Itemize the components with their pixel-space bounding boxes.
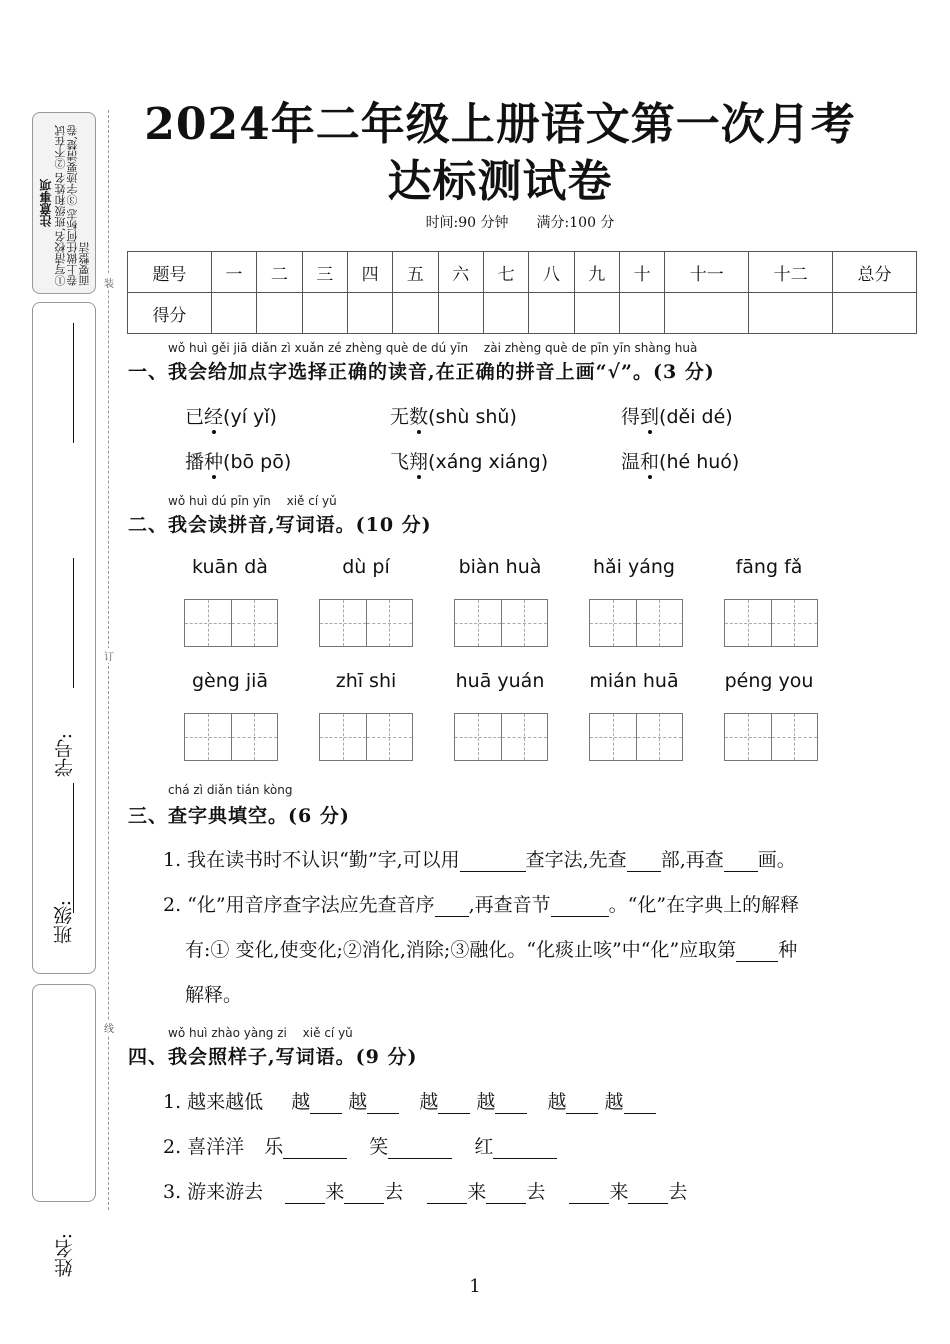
answer-blank[interactable] [486,1181,526,1204]
s2-pinyin-word: péng you [724,670,814,692]
name-label: 姓名: [54,1233,76,1278]
s4-heading: 四、我会照样子,写词语。(9 分) [128,1046,418,1068]
answer-blank[interactable] [344,1181,384,1204]
table-cell: 九 [574,252,619,293]
char: 温 [621,451,641,473]
q-label: 1. 越来越低 [163,1091,264,1113]
answer-blank[interactable] [566,1091,598,1114]
name-line[interactable] [73,558,74,688]
q-char: 红 [474,1136,494,1158]
table-cell: 题号 [128,252,212,293]
notice-label: 注意事项 [39,179,53,228]
s4-question-3 [163,1177,687,1204]
q-char: 越 [348,1091,368,1113]
writing-grid[interactable] [454,713,548,761]
score-cell[interactable] [665,293,749,334]
table-cell: 四 [347,252,392,293]
q-label: 2. 喜洋洋 [163,1136,245,1158]
pinyin-options[interactable]: (xáng xiáng) [428,451,549,473]
score-table [127,251,917,334]
pinyin-options[interactable]: (děi dé) [659,406,733,428]
q-text: 1. 我在读书时不认识“勤”字,可以用 [163,849,460,871]
s2-pinyin-word: fāng fǎ [735,556,803,578]
answer-blank[interactable] [438,1091,470,1114]
pinyin-options[interactable]: (hé huó) [659,451,740,473]
writing-grid[interactable] [589,713,683,761]
char: 飞 [390,451,410,473]
page-title-line1: 2024年二年级上册语文第一次月考 [144,99,856,150]
score-cell[interactable] [529,293,574,334]
char: 得 [621,406,641,428]
score-cell[interactable] [749,293,833,334]
writing-grid[interactable] [724,599,818,647]
s3-question-1 [163,845,796,872]
q-char: 来 [609,1181,629,1203]
score-cell[interactable] [257,293,302,334]
q-char: 越 [547,1091,567,1113]
dotted-char: 到 [640,406,660,428]
s4-pinyin: wǒ huì zhào yàng zi xiě cí yǔ [168,1026,353,1040]
q-text: 2. “化”用音序查字法应先查音序 [163,894,435,916]
answer-blank[interactable] [435,894,469,917]
s1-item-4[interactable] [185,447,291,474]
q-char: 去 [526,1181,546,1203]
score-table-score-row [128,293,917,334]
score-cell[interactable] [347,293,392,334]
s3-pinyin: chá zì diǎn tián kòng [168,783,293,797]
s1-item-3[interactable] [621,402,733,429]
s2-pinyin-word: huā yuán [455,670,545,692]
answer-blank[interactable] [736,939,778,962]
table-cell: 十二 [749,252,833,293]
q-text: 查字法,先查 [525,849,627,871]
s2-pinyin-word: kuān dà [192,556,268,578]
s2-pinyin-word: mián huā [589,670,679,692]
q-char: 越 [419,1091,439,1113]
score-cell[interactable] [393,293,438,334]
q-char: 来 [325,1181,345,1203]
dotted-char: 经 [204,406,224,428]
q-text: ,再查音节 [468,894,551,916]
table-cell: 得分 [128,293,212,334]
answer-blank[interactable] [569,1181,609,1204]
score-cell[interactable] [438,293,483,334]
dotted-char: 和 [640,451,660,473]
answer-blank[interactable] [388,1136,452,1159]
score-cell[interactable] [574,293,619,334]
q-text: 种 [778,939,798,961]
writing-grid[interactable] [184,599,278,647]
q-char: 越 [291,1091,311,1113]
dotted-char: 翔 [409,451,429,473]
student-no-label: 学号: [54,733,76,778]
fold-mark-3: 线 [104,1020,114,1035]
table-cell: 八 [529,252,574,293]
answer-blank[interactable] [427,1181,467,1204]
answer-blank[interactable] [283,1136,347,1159]
answer-blank[interactable] [460,849,526,872]
s1-pinyin: wǒ huì gěi jiā diǎn zì xuǎn zé zhèng què de dú yīn zài zhèng què de pīn yīn shàng huà [168,341,698,355]
s4-question-1 [163,1087,656,1114]
s2-pinyin-word: hǎi yáng [593,556,675,578]
score-cell[interactable] [833,293,917,334]
table-cell: 七 [483,252,528,293]
writing-grid[interactable] [319,599,413,647]
notice-box [32,112,96,294]
score-cell[interactable] [302,293,347,334]
fold-mark-1: 装 [104,275,114,290]
score-cell[interactable] [211,293,256,334]
s2-pinyin-word: biàn huà [458,556,542,578]
table-cell: 一 [211,252,256,293]
s1-heading: 一、我会给加点字选择正确的读音,在正确的拼音上画“√”。(3 分) [128,361,715,383]
writing-grid[interactable] [454,599,548,647]
s1-item-2[interactable] [390,402,517,429]
q-text: 画。 [757,849,796,871]
answer-blank[interactable] [624,1091,656,1114]
s4-question-2 [163,1132,557,1159]
blank-box [32,984,96,1202]
s1-item-5[interactable] [390,447,548,474]
char: 已 [185,406,205,428]
q-text: 有:① 变化,使变化;②消化,消除;③融化。“化痰止咳”中“化”应取第 [185,939,737,961]
writing-grid[interactable] [184,713,278,761]
table-cell: 总分 [833,252,917,293]
answer-blank[interactable] [493,1136,557,1159]
s1-item-1[interactable] [185,402,277,429]
exam-meta: 时间:90 分钟 满分:100 分 [425,215,615,231]
q-char: 去 [384,1181,404,1203]
q-char: 笑 [369,1136,389,1158]
s2-pinyin-word: dù pí [342,556,390,578]
writing-grid[interactable] [589,599,683,647]
s3-heading: 三、查字典填空。(6 分) [128,805,350,827]
answer-blank[interactable] [285,1181,325,1204]
q-label: 3. 游来游去 [163,1181,264,1203]
pinyin-options[interactable]: (shù shǔ) [428,406,517,428]
dotted-char: 种 [204,451,224,473]
table-cell: 三 [302,252,347,293]
writing-grid[interactable] [319,713,413,761]
s2-pinyin-word: gèng jiā [191,670,269,692]
answer-blank[interactable] [367,1091,399,1114]
dotted-char: 数 [409,406,429,428]
notice-items: ①写清校名,班级和姓名 ②不在试卷上做任何标志 ③字迹要清楚,卷面要整洁 [54,125,91,286]
answer-blank[interactable] [628,1181,668,1204]
pinyin-options[interactable]: (bō pō) [223,451,292,473]
q-text: 部,再查 [660,849,724,871]
page-title-line2: 达标测试卷 [387,156,613,207]
s1-item-6[interactable] [621,447,739,474]
q-char: 去 [668,1181,688,1203]
writing-grid[interactable] [724,713,818,761]
answer-blank[interactable] [724,849,758,872]
answer-blank[interactable] [551,894,609,917]
char: 播 [185,451,205,473]
s2-heading: 二、我会读拼音,写词语。(10 分) [128,514,432,536]
score-cell[interactable] [483,293,528,334]
char: 无 [390,406,410,428]
answer-blank[interactable] [310,1091,342,1114]
q-char: 越 [604,1091,624,1113]
student-no-line[interactable] [73,323,74,443]
q-char: 来 [467,1181,487,1203]
class-label: 班级: [53,900,75,945]
student-info-box [32,302,96,1278]
answer-blank[interactable] [627,849,661,872]
s3-question-2-line3: 解释。 [185,984,243,1006]
table-cell: 二 [257,252,302,293]
pinyin-options[interactable]: (yí yǐ) [223,406,277,428]
table-cell: 六 [438,252,483,293]
table-cell: 十一 [665,252,749,293]
s3-question-2 [163,890,799,917]
class-line[interactable] [73,783,74,913]
s2-pinyin-word: zhī shi [335,670,397,692]
q-char: 乐 [264,1136,284,1158]
answer-blank[interactable] [495,1091,527,1114]
table-cell: 十 [619,252,664,293]
q-text: 。“化”在字典上的解释 [608,894,800,916]
fold-mark-2: 订 [104,648,114,663]
q-char: 越 [476,1091,496,1113]
score-table-header-row [128,252,917,293]
s3-question-2-line2 [185,935,797,962]
table-cell: 五 [393,252,438,293]
s2-pinyin: wǒ huì dú pīn yīn xiě cí yǔ [168,494,337,508]
score-cell[interactable] [619,293,664,334]
page-number: 1 [469,1276,481,1297]
